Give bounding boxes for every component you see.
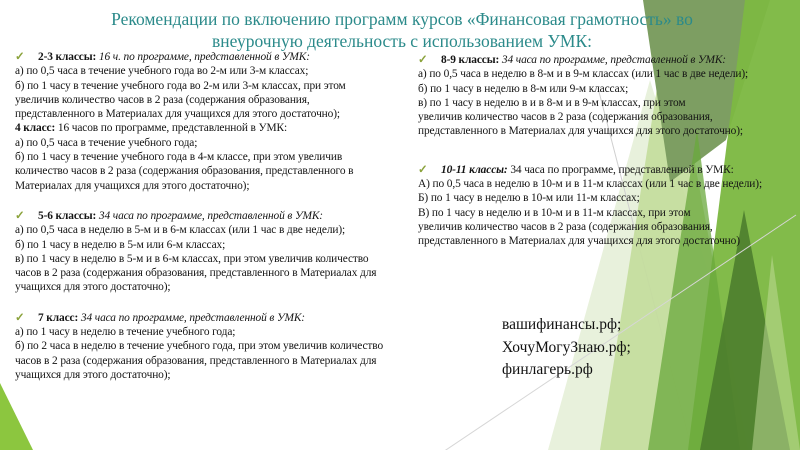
- block-subtitle: 34 часа по программе, представленной в УМК:: [501, 54, 726, 66]
- block-line: учащихся для этого достаточно);: [15, 368, 171, 381]
- site-link: вашифинансы.рф;: [502, 316, 622, 333]
- program-block: [418, 163, 800, 249]
- program-block: [15, 50, 415, 121]
- page-title: Рекомендации по включению программ курсов «Финансовая грамотность» во внеурочную деятельность с использованием УМК:: [111, 9, 693, 51]
- block-title: 5-6 классы:: [38, 209, 99, 222]
- block-line: Б) по 1 часу в неделю в 10-м или 11-м классах;: [418, 192, 640, 205]
- block-subtitle: 34 часа по программе, представленной в УМК:: [510, 163, 734, 176]
- left-column: [15, 50, 415, 382]
- block-subtitle: 16 часов по программе, представленной в УМК:: [57, 122, 288, 135]
- block-line: увеличив количество часов в 2 раза (содержания образования,: [418, 220, 713, 233]
- block-subtitle: 16 ч. по программе, представленной в УМК:: [98, 51, 310, 63]
- block-line: представленного в Материалах для учащихся для этого достаточно);: [15, 108, 340, 121]
- block-line: а) по 0,5 часа в неделю в 5-м и в 6-м классах (или 1 час в две недели);: [15, 224, 346, 237]
- block-line: а) по 1 часу в неделю в течение учебного года;: [15, 326, 236, 339]
- block-header: [15, 209, 415, 223]
- block-line: представленного в Материалах для учащихся для этого достаточно);: [418, 125, 743, 138]
- block-title: 8-9 классы:: [441, 54, 502, 66]
- block-line: а) по 0,5 часа в течение учебного года во 2-м или 3-м классах;: [15, 65, 309, 78]
- links-list: [502, 314, 631, 382]
- block-line: представленного в Материалах для учащихся для этого достаточно): [418, 235, 740, 248]
- block-header: [15, 50, 415, 64]
- check-icon: ✓: [15, 209, 25, 222]
- block-header: [418, 163, 800, 177]
- block-title: 7 класс:: [38, 311, 81, 324]
- program-block: [15, 311, 415, 382]
- site-link: ХочуМогуЗнаю.рф;: [502, 338, 631, 356]
- block-title: 10-11 классы:: [441, 163, 511, 176]
- program-block: [418, 53, 800, 139]
- block-line: б) по 1 часу в неделю в 5-м или 6-м классах;: [15, 238, 226, 251]
- block-line: Материалах для учащихся для этого достаточно);: [15, 179, 250, 192]
- check-icon: ✓: [418, 54, 428, 66]
- site-link: финлагерь.рф: [502, 361, 593, 378]
- block-header: [418, 53, 800, 67]
- block-line: количество часов в 2 раза (содержания образования, представленного в: [15, 165, 354, 178]
- block-line: б) по 1 часу в неделю в 8-м или 9-м классах;: [418, 82, 629, 95]
- block-subtitle: 34 часа по программе, представленной в УМК:: [80, 311, 305, 324]
- block-line: учащихся для этого достаточно);: [15, 281, 171, 294]
- block-header: [15, 311, 415, 325]
- block-line: а) по 0,5 часа в течение учебного года;: [15, 136, 198, 149]
- block-line: часов в 2 раза (содержания образования, представленного в Материалах для: [15, 267, 377, 280]
- block-header: [15, 121, 415, 135]
- block-subtitle: 34 часа по программе, представленной в УМК:: [98, 209, 323, 222]
- block-line: а) по 0,5 часа в неделю в 8-м и в 9-м классах (или 1 час в две недели);: [418, 68, 749, 81]
- program-block: [15, 121, 415, 192]
- block-title: 4 класс:: [15, 122, 58, 135]
- block-title: 2-3 классы:: [38, 51, 99, 63]
- right-column: [418, 53, 800, 249]
- check-icon: ✓: [418, 163, 428, 176]
- block-line: б) по 2 часа в неделю в течение учебного года, при этом увеличив количество: [15, 340, 384, 353]
- block-line: А) по 0,5 часа в неделю в 10-м и в 11-м классах (или 1 час в две недели);: [418, 178, 762, 191]
- check-icon: ✓: [15, 311, 25, 324]
- block-line: б) по 1 часу в течение учебного года во 2-м или 3-м классах, при этом: [15, 79, 346, 92]
- block-line: б) по 1 часу в течение учебного года в 4-м классе, при этом увеличив: [15, 151, 343, 164]
- block-line: часов в 2 раза (содержания образования, представленного в Материалах для: [15, 354, 377, 367]
- block-line: в) по 1 часу в неделю в и в 8-м и в 9-м классах, при этом: [418, 96, 686, 109]
- decor-left-wedge: [0, 383, 33, 450]
- block-line: В) по 1 часу в неделю и в 10-м и в 11-м классах, при этом: [418, 206, 691, 219]
- program-block: [15, 209, 415, 295]
- check-icon: ✓: [15, 51, 25, 63]
- block-line: увеличив количество часов в 2 раза (содержания образования,: [15, 93, 310, 106]
- block-line: увеличив количество часов в 2 раза (содержания образования,: [418, 111, 713, 124]
- block-line: в) по 1 часу в неделю в 5-м и в 6-м классах, при этом увеличив количество: [15, 252, 369, 265]
